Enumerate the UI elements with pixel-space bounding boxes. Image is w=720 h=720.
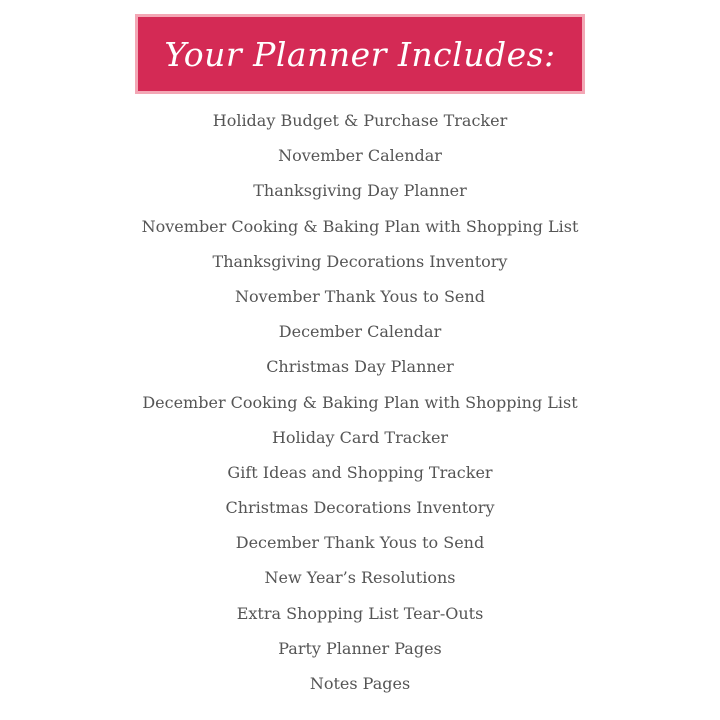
list-item: Notes Pages [309, 674, 411, 693]
list-item: New Year’s Resolutions [264, 568, 456, 588]
list-item: Gift Ideas and Shopping Tracker [227, 462, 493, 482]
list-item: Holiday Card Tracker [271, 427, 449, 447]
list-item: Christmas Day Planner [266, 357, 454, 377]
list-item: November Thank Yous to Send [235, 286, 485, 306]
list-item: December Thank Yous to Send [235, 533, 485, 553]
list-item: Thanksgiving Day Planner [253, 181, 467, 201]
list-item: December Calendar [278, 322, 442, 342]
list-item: Holiday Budget & Purchase Tracker [212, 111, 508, 130]
list-item: November Calendar [278, 146, 442, 166]
title-banner [135, 14, 585, 94]
list-item: Thanksgiving Decorations Inventory [212, 251, 508, 271]
page-title: Your Planner Includes: [164, 34, 556, 74]
list-item: Christmas Decorations Inventory [225, 498, 495, 518]
list-item: December Cooking & Baking Plan with Shopping List [142, 392, 578, 412]
list-item: November Cooking & Baking Plan with Shopping List [141, 216, 579, 236]
list-item: Party Planner Pages [278, 638, 442, 658]
included-items-list [0, 103, 720, 701]
list-item: Extra Shopping List Tear-Outs [236, 603, 484, 623]
